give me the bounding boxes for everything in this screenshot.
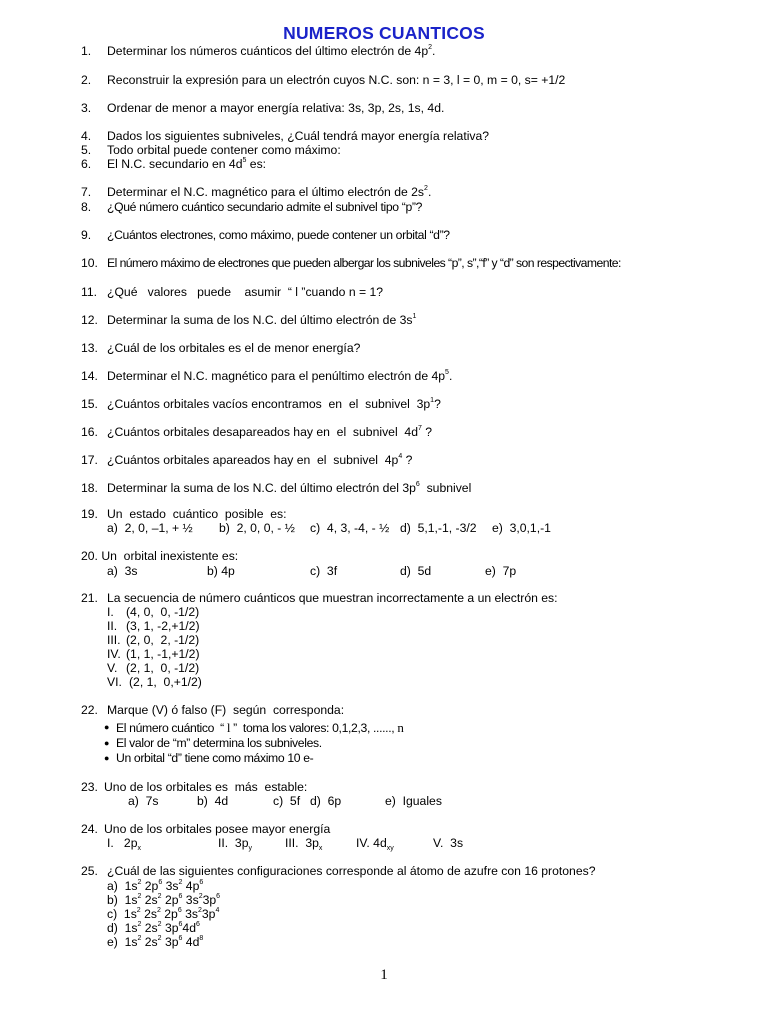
- question-20: 20. Un orbital inexistente es:: [81, 549, 239, 563]
- question-number: 19.: [81, 507, 98, 521]
- question-1: Determinar los números cuánticos del último electrón de $4p^2$.: [107, 44, 436, 58]
- question-number: 25.: [81, 864, 98, 878]
- option-c: c) 3f: [310, 564, 338, 578]
- question-number: 1.: [81, 44, 92, 58]
- option-d: d) 5,1,-1, -3/2: [400, 521, 477, 535]
- question-number: 3.: [81, 101, 92, 115]
- quantum-set: (2, 1, 0, -1/2): [126, 661, 200, 675]
- option-d: d) $1s^2$ $2s^2$ $3p^64d^6$: [107, 921, 200, 935]
- option-b: b) 2, 0, 0, - ½: [219, 521, 295, 535]
- option-b: b) 4p: [207, 564, 235, 578]
- option-e: e) Iguales: [385, 794, 442, 808]
- question-number: 22.: [81, 703, 98, 717]
- question-21: La secuencia de número cuánticos que muestran incorrectamente a un electrón es:: [107, 591, 558, 605]
- question-4: Dados los siguientes subniveles, ¿Cuál tendrá mayor energía relativa?: [107, 129, 490, 143]
- question-number: 7.: [81, 185, 92, 199]
- question-23: Uno de los orbitales es más estable:: [104, 780, 308, 794]
- question-3: Ordenar de menor a mayor energía relativa: 3s, 3p, 2s, 1s, 4d.: [107, 101, 445, 115]
- question-number: 11.: [81, 285, 98, 299]
- quantum-set: (2, 1, 0,+1/2): [129, 675, 202, 689]
- page-title: NUMEROS CUANTICOS: [283, 23, 485, 43]
- option-d: d) 5d: [400, 564, 432, 578]
- question-number: 24.: [81, 822, 98, 836]
- bullet-icon: ●: [104, 722, 110, 732]
- question-number: 17.: [81, 453, 98, 467]
- roman-numeral: III.: [107, 633, 121, 647]
- question-14: Determinar el N.C. magnético para el penúltimo electrón de $4p^5$.: [107, 369, 453, 383]
- question-number: 10.: [81, 256, 98, 270]
- quantum-set: (1, 1, -1,+1/2): [126, 647, 200, 661]
- roman-numeral: II.: [107, 619, 118, 633]
- question-10: El número máximo de electrones que pueden albergar los subniveles “p”, s”,“f” y “d” son respectivamente:: [107, 256, 621, 270]
- question-24: Uno de los orbitales posee mayor energía: [104, 822, 331, 836]
- question-number: 14.: [81, 369, 98, 383]
- option-c: c) 5f: [273, 794, 301, 808]
- option-i: I. $2p_x$: [107, 836, 141, 852]
- question-number: 13.: [81, 341, 98, 355]
- option-c: c) 4, 3, -4, - ½: [310, 521, 390, 535]
- question-25: ¿Cuál de las siguientes configuraciones corresponde al átomo de azufre con 16 protones?: [107, 864, 596, 878]
- question-number: 23.: [81, 780, 98, 794]
- question-number: 21.: [81, 591, 98, 605]
- quantum-set: (3, 1, -2,+1/2): [126, 619, 200, 633]
- question-number: 2.: [81, 73, 92, 87]
- quantum-set: (4, 0, 0, -1/2): [126, 605, 200, 619]
- question-15: ¿Cuántos orbitales vacíos encontramos en el subnivel $3p^1$?: [107, 397, 441, 411]
- page-number: 1: [380, 967, 388, 983]
- question-22: Marque (V) ó falso (F) según corresponda:: [107, 703, 345, 717]
- question-9: ¿Cuántos electrones, como máximo, puede contener un orbital “d”?: [107, 228, 450, 242]
- question-19: Un estado cuántico posible es:: [107, 507, 287, 521]
- roman-numeral: I.: [107, 605, 114, 619]
- roman-numeral: VI.: [107, 675, 122, 689]
- question-16: ¿Cuántos orbitales desapareados hay en el subnivel $4d^7$ ?: [107, 425, 433, 439]
- bullet-icon: ●: [104, 738, 110, 748]
- option-a: a) 7s: [128, 794, 159, 808]
- option-e: e) 7p: [485, 564, 517, 578]
- question-number: 6.: [81, 157, 92, 171]
- option-ii: II. $3p_y$: [218, 836, 252, 852]
- roman-numeral: V.: [107, 661, 118, 675]
- option-b: b) 4d: [197, 794, 229, 808]
- question-number: 12.: [81, 313, 98, 327]
- option-iii: III. $3p_x$: [285, 836, 323, 852]
- option-a: a) 3s: [107, 564, 138, 578]
- question-8: ¿Qué número cuántico secundario admite el subnivel tipo “p”?: [107, 200, 423, 214]
- option-d: d) 6p: [310, 794, 342, 808]
- question-2: Reconstruir la expresión para un electrón cuyos N.C. son: n = 3, l = 0, m = 0, s= +1/2: [107, 73, 566, 87]
- question-number: 15.: [81, 397, 98, 411]
- option-a: a) 2, 0, –1, + ½: [107, 521, 193, 535]
- question-17: ¿Cuántos orbitales apareados hay en el subnivel $4p^4$ ?: [107, 453, 413, 467]
- bullet-icon: ●: [104, 753, 110, 763]
- option-e: e) 3,0,1,-1: [492, 521, 551, 535]
- option-e: e) $1s^2$ $2s^2$ $3p^6$ $4d^8$: [107, 935, 204, 949]
- question-5: Todo orbital puede contener como máximo:: [107, 143, 341, 157]
- option-c: c) $1s^2$ $2s^2$ $2p^6$ $3s^23p^4$: [107, 907, 220, 921]
- question-number: 9.: [81, 228, 92, 242]
- roman-numeral: IV.: [107, 647, 121, 661]
- question-number: 8.: [81, 200, 92, 214]
- question-13: ¿Cuál de los orbitales es el de menor energía?: [107, 341, 361, 355]
- statement-2: El valor de “m” determina los subniveles.: [116, 736, 322, 750]
- quantum-set: (2, 0, 2, -1/2): [126, 633, 200, 647]
- question-11: ¿Qué valores puede asumir “ l ”cuando n = 1?: [107, 285, 384, 299]
- question-number: 16.: [81, 425, 98, 439]
- question-number: 4.: [81, 129, 92, 143]
- question-number: 18.: [81, 481, 98, 495]
- question-6: El N.C. secundario en $4d^5$ es:: [107, 157, 267, 171]
- option-a: a) $1s^2$ $2p^6$ $3s^2$ $4p^6$: [107, 879, 204, 893]
- option-iv: IV. $4d_{xy}$: [356, 836, 394, 852]
- question-18: Determinar la suma de los N.C. del último electrón del $3p^6$ subnivel: [107, 481, 472, 495]
- question-12: Determinar la suma de los N.C. del último electrón de $3s^1$: [107, 313, 417, 327]
- question-7: Determinar el N.C. magnético para el último electrón de $2s^2$.: [107, 185, 432, 199]
- statement-3: Un orbital “d” tiene como máximo 10 e-: [116, 751, 314, 765]
- statement-1: El número cuántico “ l ” toma los valores: 0,1,2,3, ......, n: [116, 720, 404, 735]
- option-v: V. 3s: [433, 836, 464, 850]
- option-b: b) $1s^2$ $2s^2$ $2p^6$ $3s^23p^6$: [107, 893, 221, 907]
- question-number: 5.: [81, 143, 92, 157]
